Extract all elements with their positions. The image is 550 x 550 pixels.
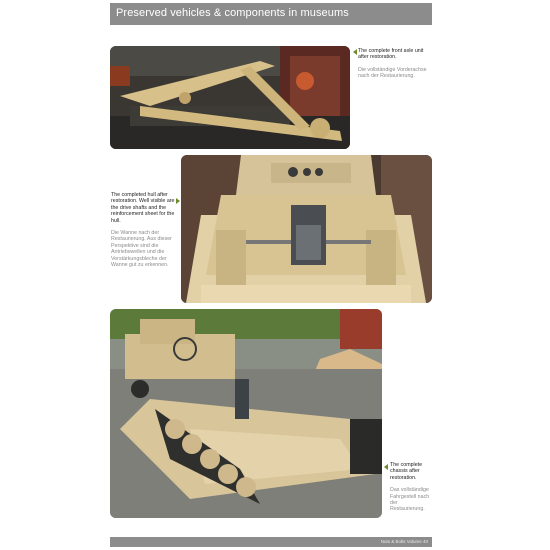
photo-chassis bbox=[110, 309, 382, 518]
caption-front-axle bbox=[358, 48, 430, 80]
caption-de: Die vollständige Vorderachse nach der Restaurierung. bbox=[358, 66, 427, 80]
arrow-icon bbox=[176, 198, 180, 204]
caption-en: The completed hull after restoration. Well visible are the drive shafts and the reinforcement sheet for the hull. bbox=[111, 192, 175, 224]
caption-hull bbox=[111, 192, 177, 268]
arrow-icon bbox=[384, 464, 388, 470]
caption-de: Das vollständige Fahrgestell nach der Restaurierung. bbox=[390, 487, 430, 513]
photo-front-axle bbox=[110, 46, 350, 149]
caption-chassis bbox=[390, 462, 432, 513]
header-bar bbox=[110, 3, 432, 25]
caption-en: The complete chassis after restoration. bbox=[390, 462, 423, 481]
caption-en: The complete front axle unit after restoration. bbox=[358, 48, 424, 61]
page-title: Preserved vehicles & components in museums bbox=[116, 7, 349, 19]
footer-text: Nuts & Bolts Volume 40 bbox=[380, 539, 428, 544]
caption-de: Die Wanne nach der Restaurierung. Aus dieser Perspektive sind die Antriebswellen und die Verstärkungsbleche der Wanne gut zu erkennen. bbox=[111, 230, 172, 269]
footer-bar bbox=[110, 537, 432, 547]
photo-hull bbox=[181, 155, 432, 303]
arrow-icon bbox=[353, 49, 357, 55]
